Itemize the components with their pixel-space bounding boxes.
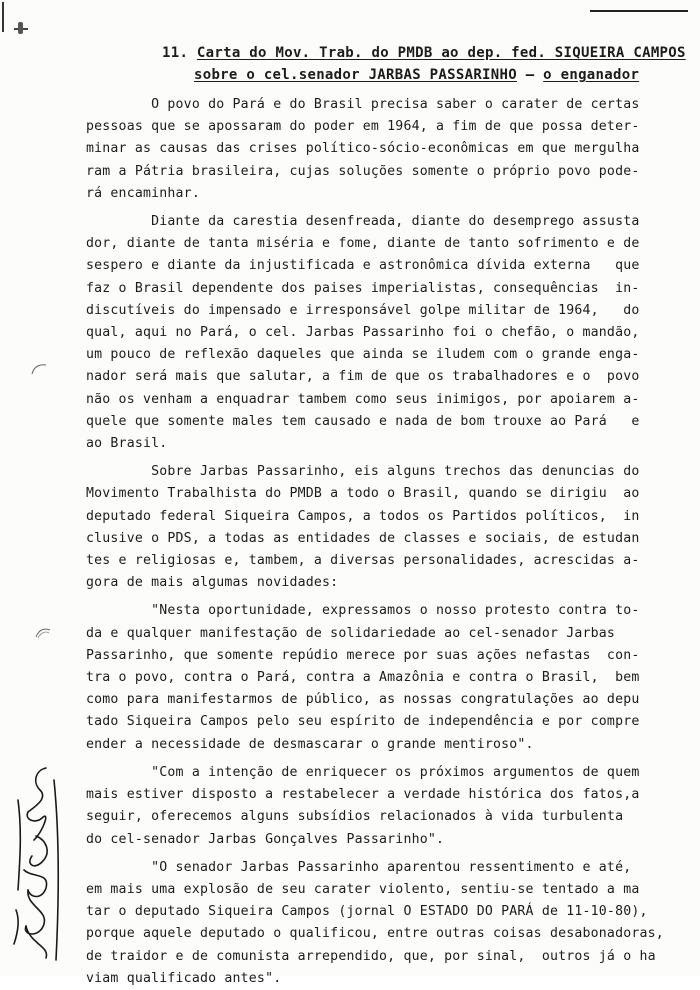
paragraph-3: Sobre Jarbas Passarinho, eis alguns trechos das denuncias do Movimento Trabalhista do PMDB a todo o Brasil, quando se dirigiu ao deputado federal Siqueira Campos, a todos os Partidos políticos, in clusive o PDS, a todas as entidades de classes e sociais, de estudan tes e religiosas e, tambem, a diversas personalidades, acrescidas a- gora de mais algumas novidades: bbox=[86, 464, 640, 591]
paragraph-5: "Com a intenção de enriquecer os próximos argumentos de quem mais estiver disposto a restabelecer a verdade histórica dos fatos,a seguir, oferecemos alguns subsídios relacionados à vida turbulenta do cel-senador Jarbas Gonçalves Passarinho". bbox=[86, 764, 640, 847]
punch-hole-mark bbox=[30, 362, 48, 376]
handwritten-signature bbox=[6, 760, 76, 970]
punch-hole-mark bbox=[34, 626, 52, 640]
binding-mark bbox=[2, 2, 4, 32]
document-body bbox=[86, 94, 698, 990]
title-heading: Carta do Mov. Trab. do PMDB ao dep. fed. SIQUEIRA CAMPOS bbox=[196, 45, 686, 61]
paragraph-1: O povo do Pará e do Brasil precisa saber o carater de certas pessoas que se apossaram do poder em 1964, a fim de que possa deter- minar as causas das crises político-sócio-econômicas em que mergulha ram a Pátria brasileira, cujas soluções somente o próprio povo pode- rá encaminhar. bbox=[86, 97, 640, 201]
paragraph-2: Diante da carestia desenfreada, diante do desemprego assusta dor, diante de tanta miséria e fome, diante de tanto sofrimento e de sespero e diante da injustificada e astronômica dívida externa que faz o Brasil dependente dos paises imperialistas, consequências in- discutíveis do impensado e irresponsável golpe militar de 1964, do qual, aqui no Pará, o cel. Jarbas Passarinho foi o chefão, o mandão, um pouco de reflexão daqueles que ainda se iludem com o grande enga- nador será mais que salutar, a fim de que os trabalhadores e o povo não os venham a enquadrar tambem como seus inimigos, por apoiarem a- quele que somente males tem causado e nada de bom trouxe ao Pará e ao Brasil. bbox=[86, 214, 640, 452]
title-number: 11. bbox=[162, 45, 197, 61]
document-title bbox=[162, 42, 692, 86]
top-rule-line bbox=[590, 10, 688, 12]
title-subject: sobre o cel.senador JARBAS PASSARINHO bbox=[194, 67, 517, 83]
title-line-1 bbox=[162, 42, 692, 64]
title-line-2 bbox=[162, 64, 692, 86]
paragraph-4: "Nesta oportunidade, expressamos o nosso protesto contra to- da e qualquer manifestação de solidariedade ao cel-senador Jarbas Passarinho, que somente repúdio merece por suas ações nefastas con- tra o povo, contra o Pará, contra a Amazônia e contra o Brasil, bem como para manifestarmos de público, as nossas congratulações ao depu tado Siqueira Campos pelo seu espírito de independência e por compre ender a necessidade de desmascarar o grande mentiroso". bbox=[86, 603, 640, 752]
title-epithet: o enganador bbox=[543, 67, 640, 83]
margin-dot bbox=[18, 22, 23, 34]
paragraph-6: "O senador Jarbas Passarinho aparentou ressentimento e até, em mais uma explosão de seu carater violento, sentiu-se tentado a ma tar o deputado Siqueira Campos (jornal O ESTADO DO PARÁ de 11-10-80), porque aquele deputado o qualificou, entre outras coisas desabonadoras, de traidor e de comunista arrependido, que, por sinal, outros já o ha viam qualificado antes". bbox=[86, 859, 664, 986]
title-separator: — bbox=[516, 67, 544, 83]
